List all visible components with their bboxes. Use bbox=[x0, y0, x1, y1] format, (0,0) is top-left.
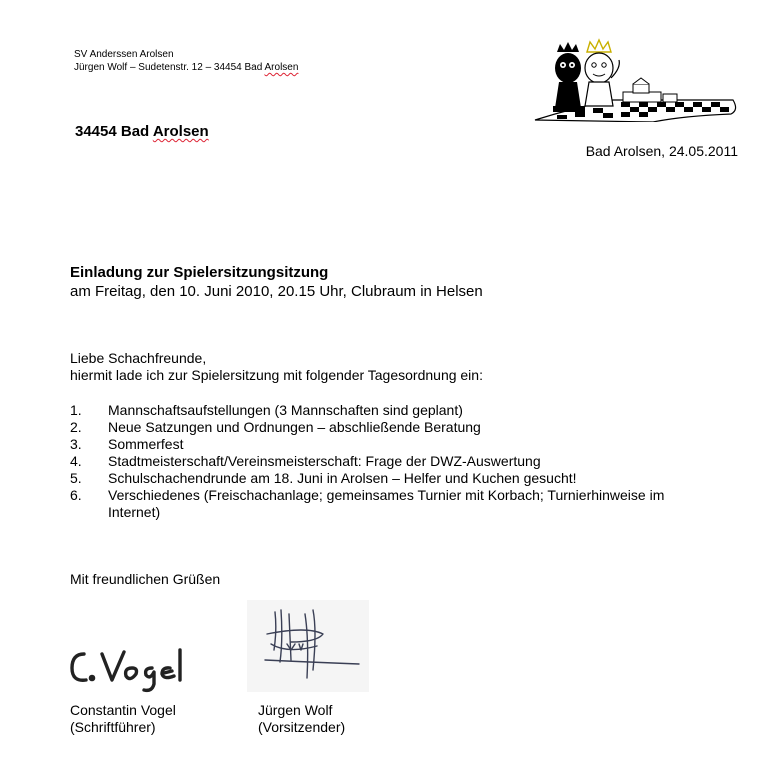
letter-date: Bad Arolsen, 24.05.2011 bbox=[585, 143, 738, 159]
subject-block bbox=[70, 263, 483, 301]
chess-kings-logo-icon bbox=[533, 38, 739, 122]
intro-text: hiermit lade ich zur Spielersitzung mit folgender Tagesordnung ein: bbox=[70, 367, 483, 383]
signatory-role: (Schriftführer) bbox=[70, 719, 156, 735]
agenda-item: 1. Mannschaftsaufstellungen (3 Mannschaften sind geplant) bbox=[70, 402, 463, 418]
signatory-name: Constantin Vogel bbox=[70, 702, 176, 718]
agenda-list bbox=[70, 402, 710, 521]
letter-body bbox=[70, 350, 483, 384]
sender-address bbox=[74, 48, 298, 74]
signatory-name: Jürgen Wolf bbox=[258, 702, 333, 718]
agenda-item: 2. Neue Satzungen und Ordnungen – abschließende Beratung bbox=[70, 419, 481, 435]
agenda-item: 6. Verschiedenes (Freischachanlage; gemeinsames Turnier mit Korbach; Turnierhinweise im Internet) bbox=[70, 487, 665, 520]
agenda-item: 4. Stadtmeisterschaft/Vereinsmeisterschaft: Frage der DWZ-Auswertung bbox=[70, 453, 541, 469]
subject-details: am Freitag, den 10. Juni 2010, 20.15 Uhr, Clubraum in Helsen bbox=[70, 283, 483, 300]
signatory-wolf bbox=[258, 702, 345, 736]
agenda-item: 5. Schulschachendrunde am 18. Juni in Arolsen – Helfer und Kuchen gesucht! bbox=[70, 470, 577, 486]
agenda-item: 3. Sommerfest bbox=[70, 436, 184, 452]
signatory-vogel bbox=[70, 702, 176, 736]
sender-street: Jürgen Wolf – Sudetenstr. 12 – 34454 Bad Arolsen bbox=[74, 62, 299, 73]
salutation: Liebe Schachfreunde, bbox=[70, 350, 207, 366]
subject-title: Einladung zur Spielersitzungsitzung bbox=[70, 264, 329, 281]
signatory-role: (Vorsitzender) bbox=[258, 719, 346, 735]
recipient-city: 34454 Bad Arolsen bbox=[75, 123, 209, 140]
sender-club: SV Anderssen Arolsen bbox=[74, 49, 174, 60]
signature-vogel bbox=[66, 640, 191, 696]
signature-wolf bbox=[247, 600, 369, 692]
closing-text: Mit freundlichen Grüßen bbox=[70, 571, 221, 587]
